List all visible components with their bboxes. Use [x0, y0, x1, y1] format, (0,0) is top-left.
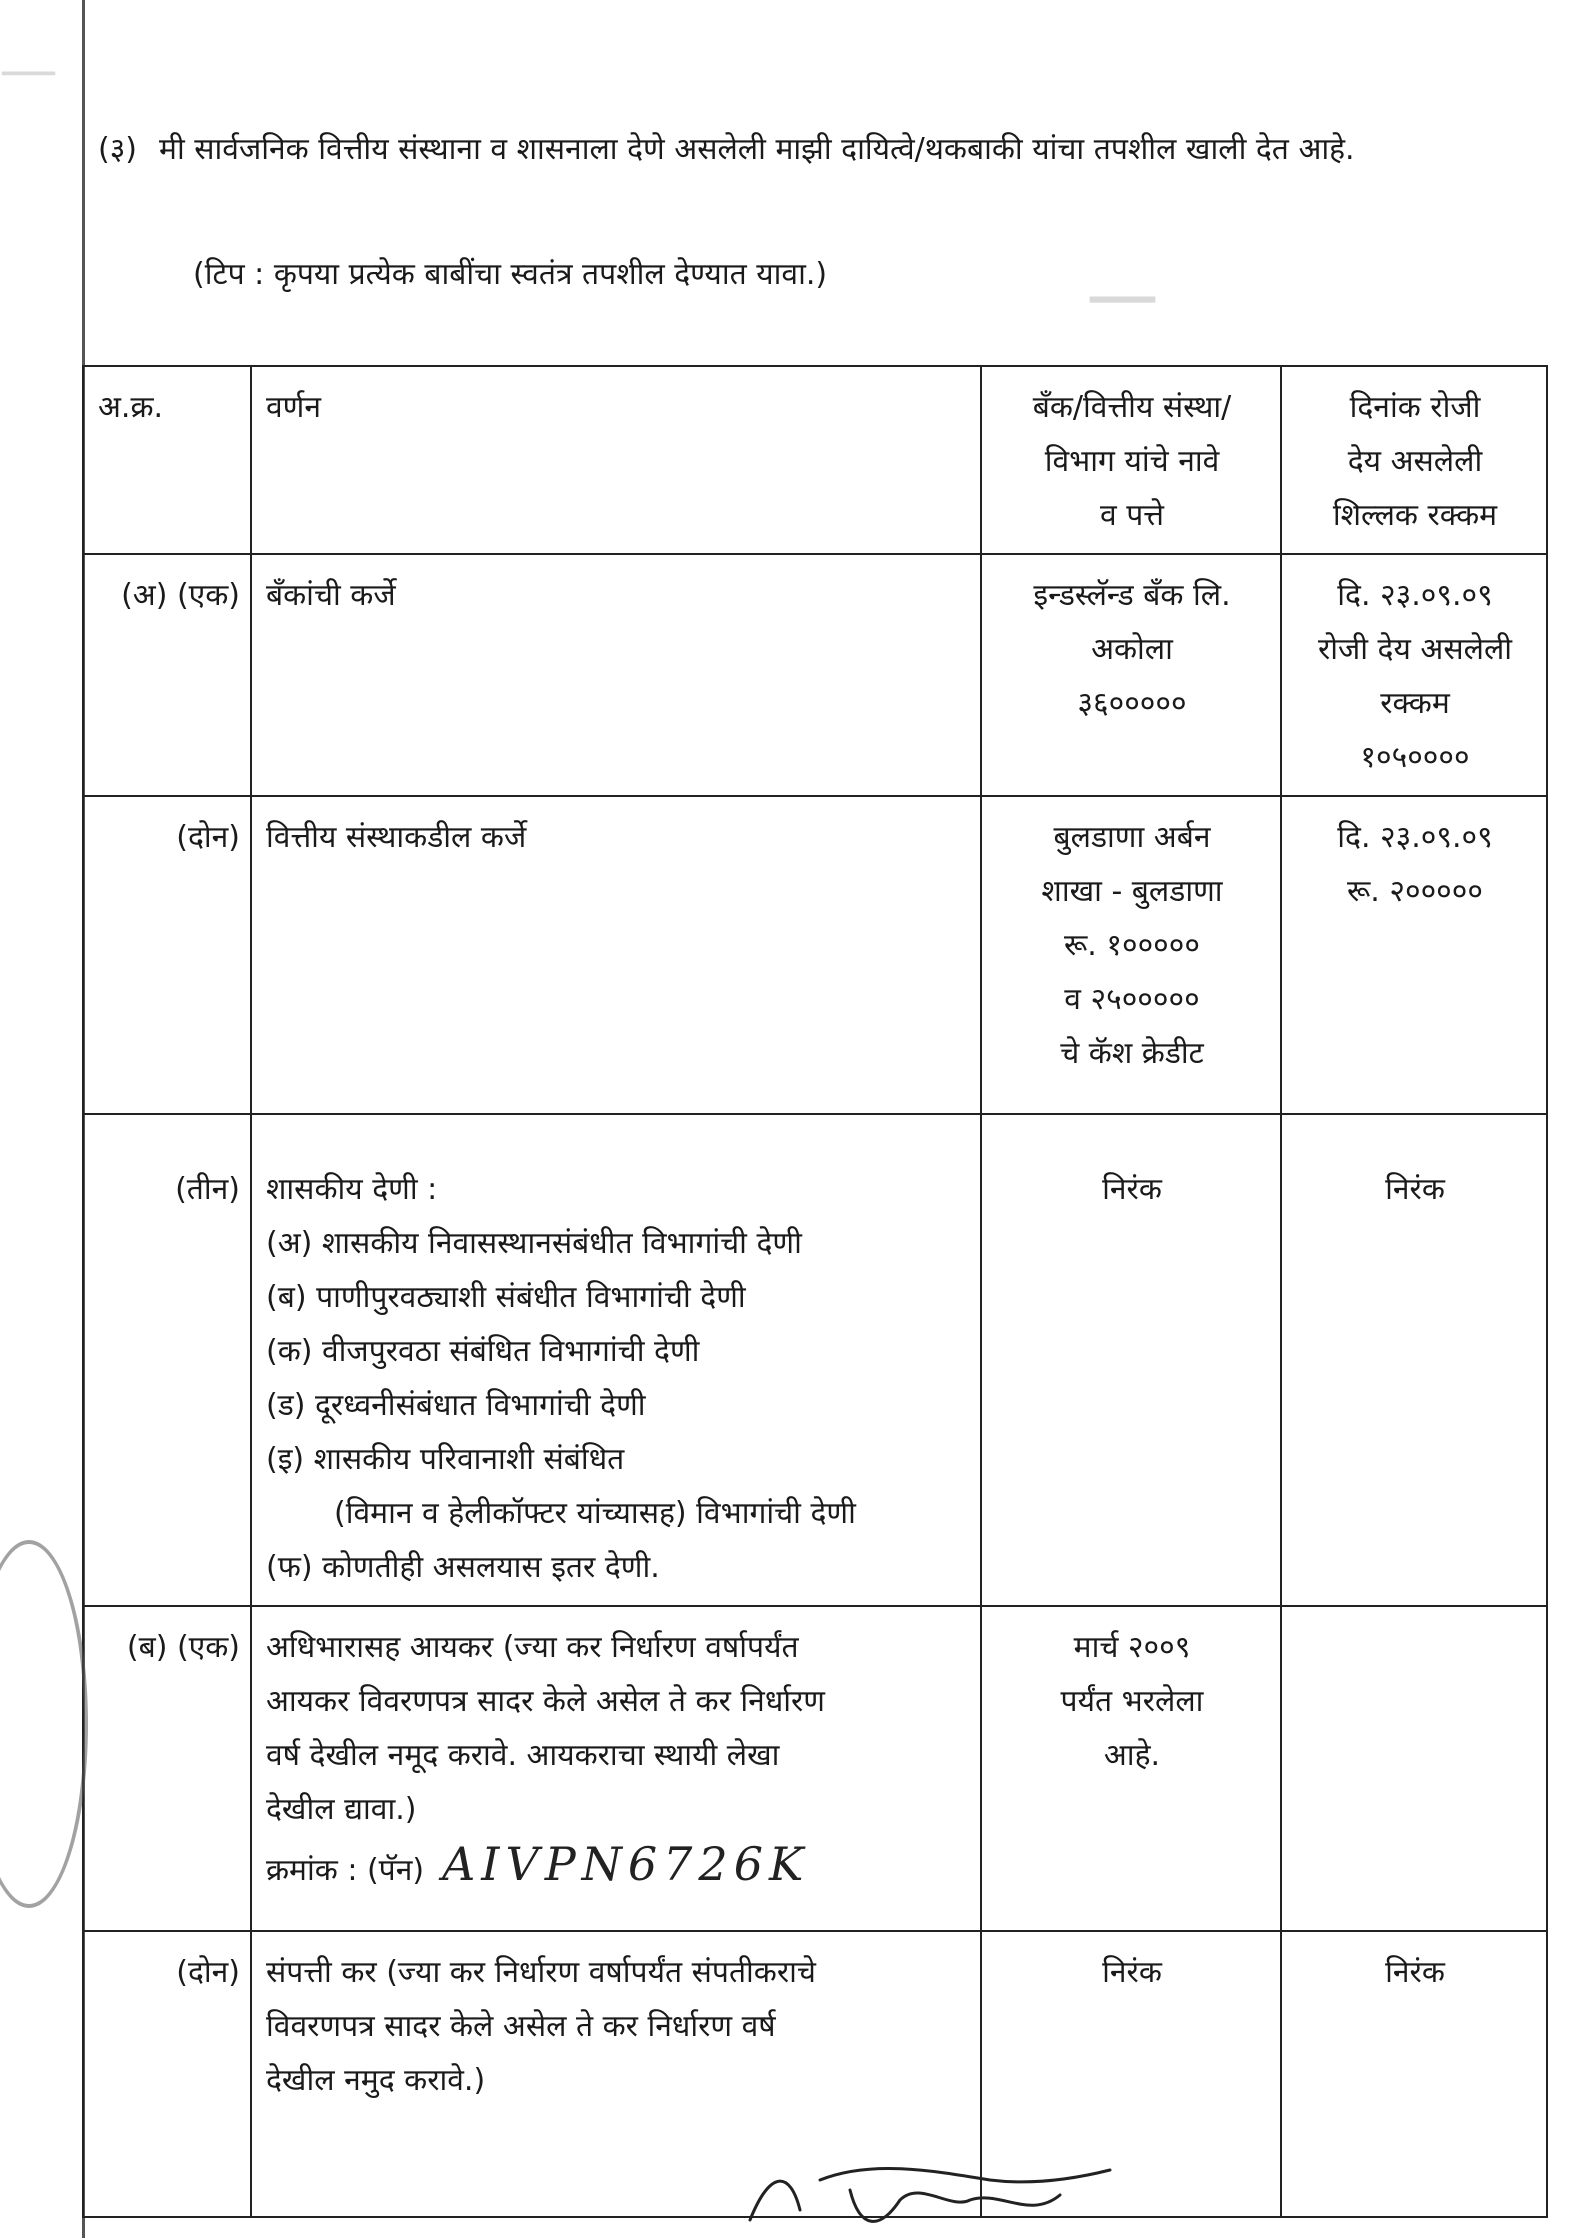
row-description: शासकीय देणी : (अ) शासकीय निवासस्थानसंबंधीत विभागांची देणी (ब) पाणीपुरवठ्याशी संबंधीत विभागांची देणी (क) वीजपुरवठा संबंधित विभागांची देणी (ड) दूरध्वनीसंबंधात विभागांची देणी (इ) शासकीय परिवानाशी संबंधित (विमान व हेलीकॉफ्टर यांच्यासह) विभागांची देणी (फ) कोणतीही असलयास इतर देणी. — [251, 1114, 981, 1606]
row-amount — [1281, 1606, 1547, 1931]
row-description: अधिभारासह आयकर (ज्या कर निर्धारण वर्षापर्यंत आयकर विवरणपत्र सादर केले असेल ते कर निर्धारण वर्ष देखील नमूद करावे. आयकराचा स्थायी लेखा देखील द्यावा.) क्रमांक : (पॅन) AIVPN6726K — [251, 1606, 981, 1931]
signature-image — [730, 2150, 1160, 2238]
table-header-row — [83, 366, 1547, 554]
pan-number: AIVPN6726K — [442, 1837, 810, 1891]
table-row — [83, 796, 1547, 1114]
pan-line — [266, 1837, 968, 1898]
row-bank: निरंक — [981, 1931, 1281, 2217]
table-row — [83, 554, 1547, 796]
row-amount: निरंक — [1281, 1931, 1547, 2217]
bleed-through-mark: ━━━ — [1090, 280, 1156, 321]
row-serial: (दोन) — [83, 1931, 251, 2217]
row-amount: दि. २३.०९.०९ रोजी देय असलेली रक्कम १०५०००० — [1281, 554, 1547, 796]
row-amount: दि. २३.०९.०९ रू. २००००० — [1281, 796, 1547, 1114]
table-row — [83, 1114, 1547, 1606]
row-serial: (ब) (एक) — [83, 1606, 251, 1931]
bleed-through-mark: ━━━━ — [2, 62, 55, 87]
row-amount: निरंक — [1281, 1114, 1547, 1606]
table-row — [83, 1606, 1547, 1931]
section-number: (३) — [98, 132, 138, 167]
header-amount: दिनांक रोजी देय असलेली शिल्लक रक्कम — [1281, 366, 1547, 554]
row-bank: निरंक — [981, 1114, 1281, 1606]
header-bank: बँक/वित्तीय संस्था/ विभाग यांचे नावे व पत्ते — [981, 366, 1281, 554]
row-bank: बुलडाणा अर्बन शाखा - बुलडाणा रू. १००००० व २५००००० चे कॅश क्रेडीट — [981, 796, 1281, 1114]
liabilities-table — [82, 365, 1548, 2218]
stamp-mark — [0, 1540, 88, 1908]
intro-paragraph — [98, 118, 1538, 182]
row-bank: इन्डस्लॅन्ड बँक लि. अकोला ३६००००० — [981, 554, 1281, 796]
row-description: बँकांची कर्जे — [251, 554, 981, 796]
pan-label: क्रमांक : (पॅन) — [266, 1853, 425, 1888]
intro-text: मी सार्वजनिक वित्तीय संस्थाना व शासनाला देणे असलेली माझी दायित्वे/थकबाकी यांचा तपशील खाली देत आहे. — [159, 132, 1355, 167]
row-serial: (दोन) — [83, 796, 251, 1114]
row-serial: (तीन) — [83, 1114, 251, 1606]
row-description: वित्तीय संस्थाकडील कर्जे — [251, 796, 981, 1114]
row-serial: (अ) (एक) — [83, 554, 251, 796]
header-serial: अ.क्र. — [83, 366, 251, 554]
row-description: संपत्ती कर (ज्या कर निर्धारण वर्षापर्यंत संपतीकराचे विवरणपत्र सादर केले असेल ते कर निर्धारण वर्ष देखील नमुद करावे.) — [251, 1931, 981, 2217]
header-description: वर्णन — [251, 366, 981, 554]
row-bank: मार्च २००९ पर्यंत भरलेला आहे. — [981, 1606, 1281, 1931]
tip-note: (टिप : कृपया प्रत्येक बाबींचा स्वतंत्र तपशील देण्यात यावा.) — [193, 257, 828, 292]
